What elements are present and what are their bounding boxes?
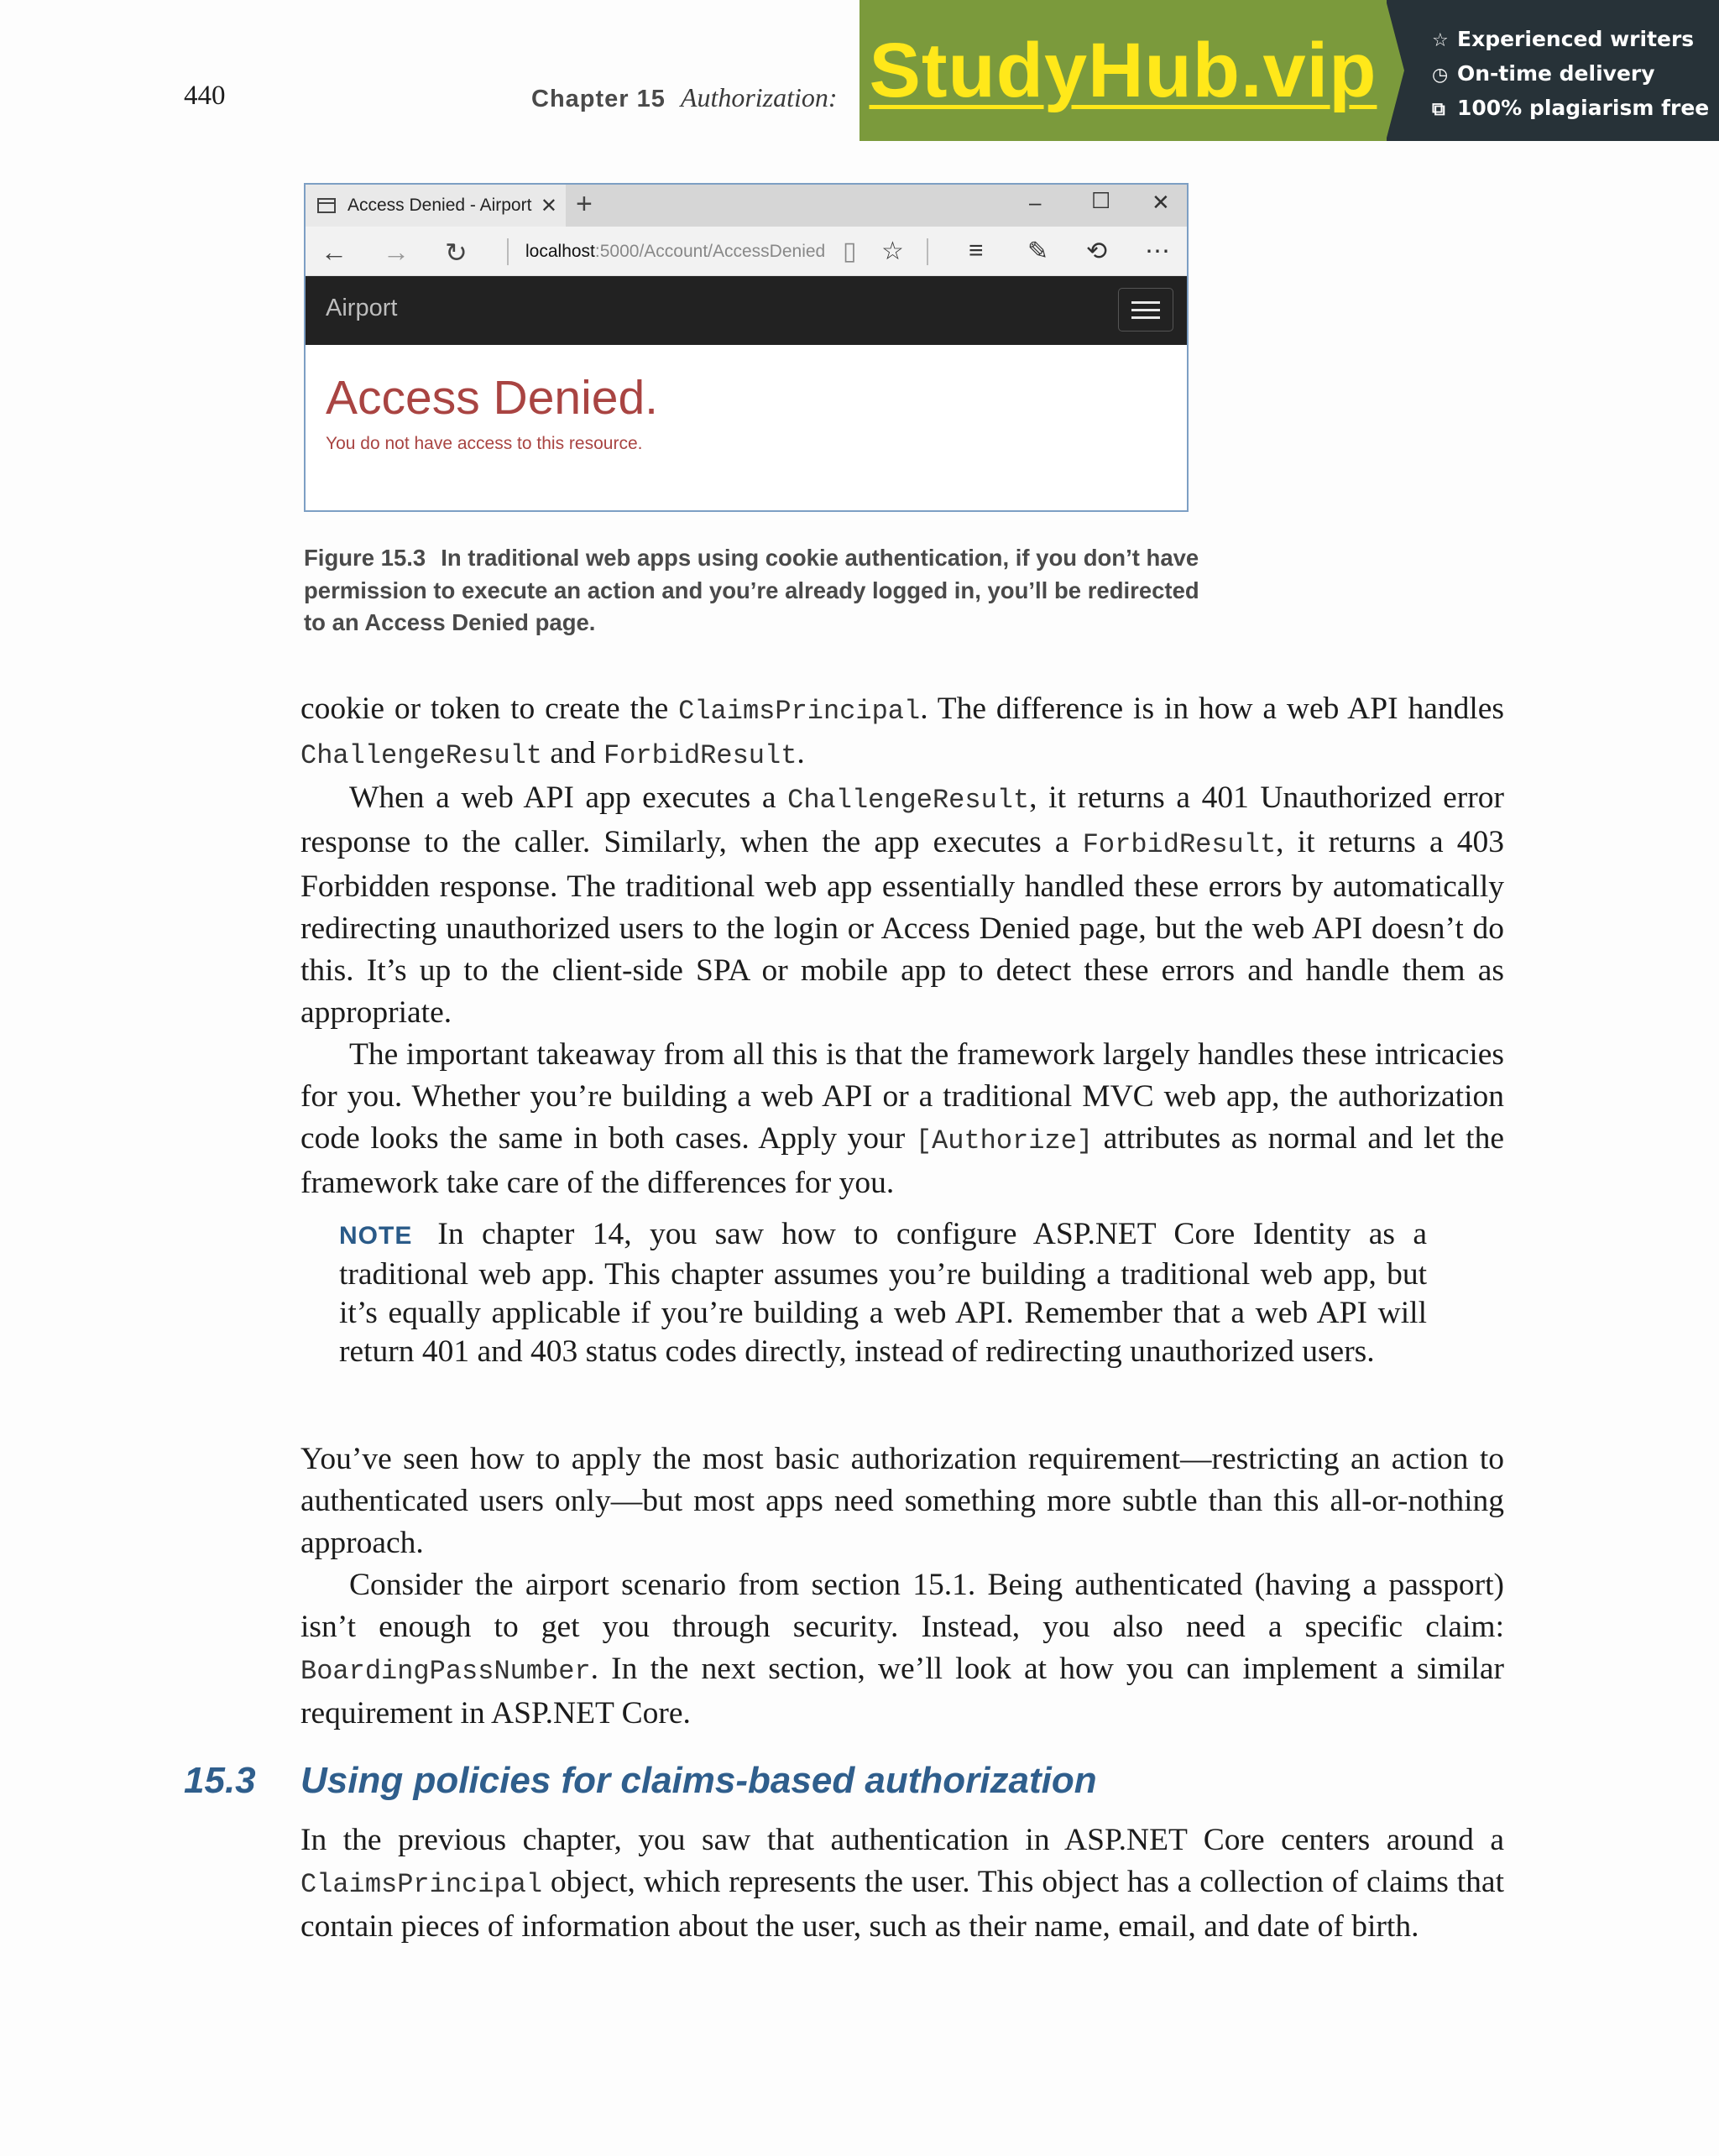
studyhub-logo[interactable]: StudyHub.vip — [869, 27, 1377, 113]
more-icon[interactable]: ⋯ — [1145, 238, 1170, 265]
paragraph: The important takeaway from all this is that the framework largely handles these intricacies for you. Whether you’re building a web API or a traditional MVC web app, the authorization code looks the same in both cases. Apply your [Authorize] attributes as normal and let the framework take care of the differences for you. — [300, 1037, 1504, 1200]
browser-address-bar — [306, 227, 1187, 276]
minimize-icon[interactable]: – — [1029, 190, 1042, 215]
browser-screenshot — [304, 183, 1189, 512]
browser-tab-bar — [306, 185, 1187, 227]
paragraph: You’ve seen how to apply the most basic authorization requirement—restricting an action to authenticated users only—but most apps need something more subtle than this all-or-nothing approach. — [300, 1442, 1504, 1560]
banner-logo-panel — [860, 0, 1387, 141]
note-label: NOTE — [339, 1222, 413, 1250]
favorite-star-icon[interactable]: ☆ — [881, 238, 904, 265]
star-icon: ☆ — [1432, 30, 1449, 51]
chapter-label: Chapter 15 — [531, 86, 666, 112]
hub-icon[interactable]: ≡ — [969, 237, 984, 264]
browser-tab[interactable] — [306, 185, 566, 227]
new-tab-icon[interactable]: + — [576, 188, 593, 220]
clock-icon: ◷ — [1432, 65, 1449, 86]
share-icon[interactable]: ⟲ — [1086, 238, 1108, 265]
body-text-middle — [300, 1438, 1504, 1735]
copy-icon: ⧉ — [1432, 99, 1445, 120]
section-title: Using policies for claims-based authorization — [300, 1760, 1097, 1801]
paragraph: Consider the airport scenario from section 15.1. Being authenticated (having a passport) isn’t enough to get you through security. Instead, you also need a specific claim: BoardingPassNumber. In the next section, we’ll look at how you can implement a similar requirement in ASP.NET Core. — [300, 1568, 1504, 1731]
body-text-lower — [300, 1819, 1504, 1948]
badge-experienced-writers: ☆ Experienced writers — [1432, 22, 1719, 56]
badge-plagiarism-free: ⧉ 100% plagiarism free — [1432, 91, 1719, 125]
page-number: 440 — [184, 81, 226, 111]
paragraph: cookie or token to create the ClaimsPrincipal. The difference is in how a web API handles ChallengeResult and ForbidResult. — [300, 692, 1504, 771]
maximize-icon[interactable]: ☐ — [1091, 188, 1111, 213]
hamburger-menu-icon[interactable] — [1118, 288, 1173, 331]
paragraph: In the previous chapter, you saw that authentication in ASP.NET Core centers around a ClaimsPrincipal object, which represents the user. This object has a collection of claims that contain pieces of information about the user, such as their name, email, and date of birth. — [300, 1823, 1504, 1944]
access-denied-message: You do not have access to this resource. — [326, 434, 643, 453]
page-content — [306, 345, 1187, 454]
access-denied-heading: Access Denied. — [326, 371, 659, 425]
reading-view-icon[interactable]: ▯ — [843, 238, 857, 265]
studyhub-banner[interactable] — [860, 0, 1719, 141]
running-head — [531, 82, 838, 113]
toolbar-separator — [927, 238, 928, 265]
web-note-icon[interactable]: ✎ — [1027, 238, 1049, 265]
forward-arrow-icon[interactable]: → — [383, 237, 410, 267]
close-tab-icon[interactable]: ✕ — [540, 194, 557, 217]
paragraph: When a web API app executes a ChallengeResult, it returns a 401 Unauthorized error response to the caller. Similarly, when the app executes a ForbidResult, it returns a 403 Forbidden response. The traditional web app essentially handled these errors by automatically redirecting unauthorized users to the login or Access Denied page, but the web API doesn’t do this. It’s up to the client-side SPA or mobile app to detect these errors and handle them as appropriate. — [300, 780, 1504, 1030]
section-number: 15.3 — [184, 1760, 256, 1801]
site-brand[interactable]: Airport — [326, 295, 398, 321]
url-field[interactable]: localhost:5000/Account/AccessDenied — [507, 238, 825, 265]
note-text: In chapter 14, you saw how to configure ASP.NET Core Identity as a traditional web app. This chapter assumes you’re building a traditional web app, but it’s equally applicable if you’re building a web API. Remember that a web API will return 401 and 403 status codes directly, instead of redirecting unauthorized users. — [339, 1217, 1427, 1369]
page-icon — [317, 198, 336, 213]
figure-caption — [304, 542, 1210, 639]
figure-caption-text: In traditional web apps using cookie authentication, if you don’t have permission to execute an action and you’re already logged in, you’ll be redirected to an Access Denied page. — [304, 545, 1199, 635]
badge-on-time-delivery: ◷ On-time delivery — [1432, 56, 1719, 91]
banner-badges — [1387, 0, 1719, 141]
chapter-title: Authorization: — [680, 82, 838, 112]
body-text-upper — [300, 688, 1504, 1204]
section-heading — [184, 1760, 1097, 1802]
site-navbar — [306, 276, 1187, 345]
note-block — [339, 1215, 1427, 1371]
tab-title: Access Denied - Airport — [347, 196, 532, 215]
refresh-icon[interactable]: ↻ — [445, 238, 468, 268]
figure-number: Figure 15.3 — [304, 545, 426, 571]
back-arrow-icon[interactable]: ← — [321, 237, 347, 267]
close-window-icon[interactable]: ✕ — [1152, 190, 1170, 215]
